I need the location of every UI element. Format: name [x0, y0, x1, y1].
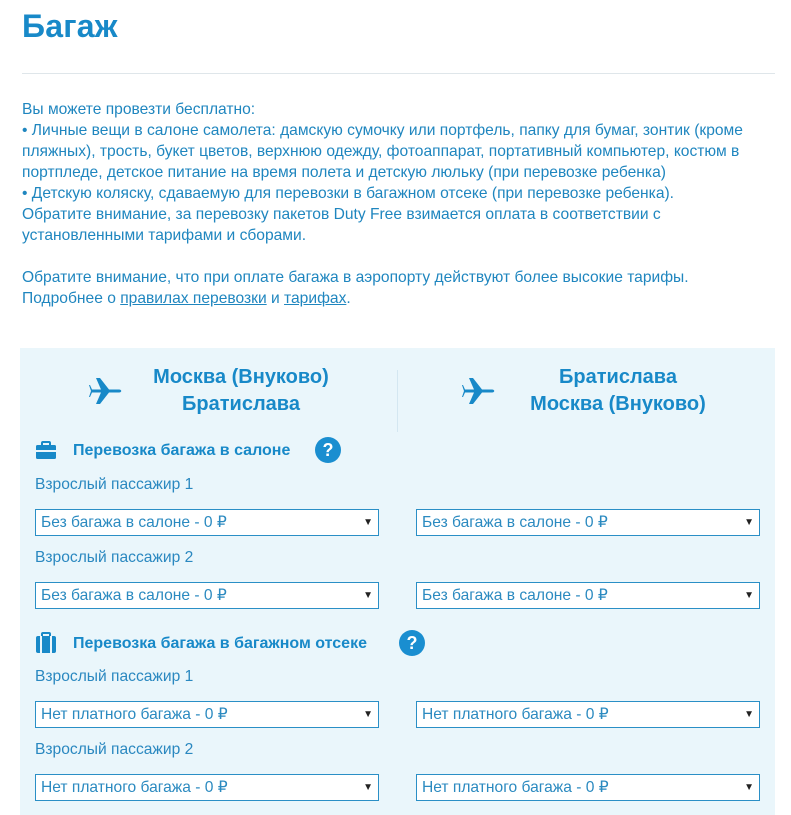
free-baggage-heading: Вы можете провезти бесплатно:	[22, 101, 256, 118]
route-return-to: Москва (Внуково)	[530, 393, 706, 415]
help-icon[interactable]: ?	[315, 437, 341, 463]
route-outbound-to: Братислава	[182, 393, 300, 415]
airplane-icon	[461, 374, 495, 408]
tariffs-link[interactable]: тарифах	[284, 290, 347, 307]
duty-free-note: Обратите внимание, за перевозку пакетов Duty Free взимается оплата в соответствии с установленными тарифами и сборами.	[22, 206, 661, 244]
route-outbound	[88, 364, 388, 428]
cabin-outbound-passenger-1-select[interactable]: Без багажа в салоне - 0 ₽ ▼	[35, 509, 379, 536]
cabin-outbound-passenger-2-select[interactable]: Без багажа в салоне - 0 ₽ ▼	[35, 582, 379, 609]
baggage-selection-panel	[20, 348, 775, 815]
cabin-return-passenger-1-select[interactable]: Без багажа в салоне - 0 ₽ ▼	[416, 509, 760, 536]
route-return-names	[503, 364, 733, 418]
cabin-baggage-section	[34, 435, 364, 467]
dropdown-arrow-icon: ▼	[363, 517, 373, 528]
dropdown-arrow-icon: ▼	[363, 782, 373, 793]
route-return	[461, 364, 771, 428]
more-info-line: Подробнее о правилах перевозки и тарифах.	[22, 290, 351, 307]
hold-return-passenger-1-select[interactable]: Нет платного багажа - 0 ₽ ▼	[416, 701, 760, 728]
baggage-info	[22, 99, 782, 309]
hold-passenger-1-label: Взрослый пассажир 1	[35, 668, 194, 685]
title-divider	[22, 73, 775, 74]
route-outbound-from: Москва (Внуково)	[153, 366, 329, 388]
dropdown-arrow-icon: ▼	[744, 517, 754, 528]
free-items-bullet: • Личные вещи в салоне самолета: дамскую сумочку или портфель, папку для бумаг, зонтик (кроме пляжных), трость, букет цветов, верхнюю одежду, фотоаппарат, портативный компьютер, костюм в портпледе, детское питание на время полета и детскую люльку (при перевозке ребенка)	[22, 122, 743, 181]
dropdown-arrow-icon: ▼	[744, 782, 754, 793]
cabin-baggage-title: Перевозка багажа в салоне	[73, 442, 291, 459]
airplane-icon	[88, 374, 122, 408]
route-outbound-names	[126, 364, 356, 418]
briefcase-icon	[34, 439, 58, 461]
page-title: Багаж	[22, 8, 118, 44]
suitcase-icon	[34, 632, 58, 654]
cabin-passenger-2-label: Взрослый пассажир 2	[35, 549, 194, 566]
hold-outbound-passenger-1-select[interactable]: Нет платного багажа - 0 ₽ ▼	[35, 701, 379, 728]
hold-outbound-passenger-2-select[interactable]: Нет платного багажа - 0 ₽ ▼	[35, 774, 379, 801]
rules-link[interactable]: правилах перевозки	[120, 290, 267, 307]
hold-return-passenger-2-select[interactable]: Нет платного багажа - 0 ₽ ▼	[416, 774, 760, 801]
dropdown-arrow-icon: ▼	[744, 590, 754, 601]
help-icon[interactable]: ?	[399, 630, 425, 656]
dropdown-arrow-icon: ▼	[363, 590, 373, 601]
route-return-from: Братислава	[559, 366, 677, 388]
airport-tariff-note: Обратите внимание, что при оплате багажа в аэропорту действуют более высокие тарифы.	[22, 269, 689, 286]
cabin-passenger-1-label: Взрослый пассажир 1	[35, 476, 194, 493]
dropdown-arrow-icon: ▼	[744, 709, 754, 720]
route-divider	[397, 370, 398, 432]
cabin-return-passenger-2-select[interactable]: Без багажа в салоне - 0 ₽ ▼	[416, 582, 760, 609]
hold-baggage-title: Перевозка багажа в багажном отсеке	[73, 635, 367, 652]
stroller-bullet: • Детскую коляску, сдаваемую для перевозки в багажном отсеке (при перевозке ребенка).	[22, 185, 675, 202]
hold-baggage-section	[34, 628, 454, 660]
hold-passenger-2-label: Взрослый пассажир 2	[35, 741, 194, 758]
dropdown-arrow-icon: ▼	[363, 709, 373, 720]
